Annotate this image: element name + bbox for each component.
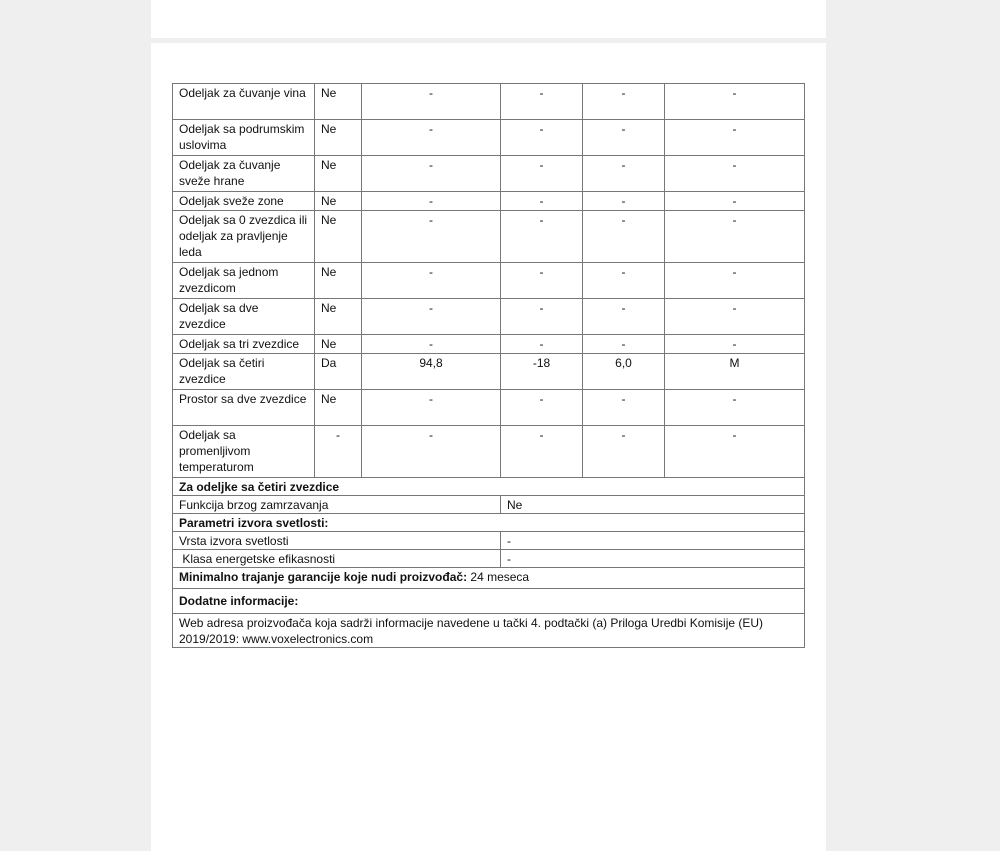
compartment-row — [173, 211, 805, 263]
compartment-row — [173, 192, 805, 211]
compartment-row — [173, 299, 805, 335]
compartment-row — [173, 354, 805, 390]
compartment-name: Odeljak za čuvanje sveže hrane — [173, 156, 315, 192]
compartment-name: Odeljak sa jednom zvezdicom — [173, 263, 315, 299]
compartment-row — [173, 335, 805, 354]
compartment-temperature: - — [501, 192, 583, 211]
four-star-heading: Za odeljke sa četiri zvezdice — [173, 478, 805, 496]
compartment-name: Odeljak sa tri zvezdice — [173, 335, 315, 354]
compartment-name: Odeljak sa četiri zvezdice — [173, 354, 315, 390]
fast-freeze-value: Ne — [501, 496, 805, 514]
light-type-row — [173, 532, 805, 550]
compartment-name: Odeljak sa 0 zvezdica ili odeljak za pravljenje leda — [173, 211, 315, 263]
light-source-heading: Parametri izvora svetlosti: — [173, 514, 805, 532]
additional-info-row — [173, 614, 805, 648]
compartment-temperature: - — [501, 84, 583, 120]
compartment-freezing-capacity: - — [583, 84, 665, 120]
compartment-temperature: -18 — [501, 354, 583, 390]
compartment-volume: - — [362, 84, 501, 120]
compartment-name: Odeljak sa promenljivom temperaturom — [173, 426, 315, 478]
document-page — [151, 43, 826, 851]
compartment-present: Ne — [315, 120, 362, 156]
fast-freeze-label: Funkcija brzog zamrzavanja — [173, 496, 501, 514]
warranty-value: 24 meseca — [470, 570, 530, 584]
compartment-present: Ne — [315, 192, 362, 211]
compartment-row — [173, 120, 805, 156]
warranty-label: Minimalno trajanje garancije koje nudi proizvođač: — [179, 570, 468, 584]
compartment-defrost: - — [665, 299, 805, 335]
compartment-name: Prostor sa dve zvezdice — [173, 390, 315, 426]
compartment-name: Odeljak sveže zone — [173, 192, 315, 211]
compartment-defrost: M — [665, 354, 805, 390]
energy-class-row — [173, 550, 805, 568]
additional-info-text: Web adresa proizvođača koja sadrži informacije navedene u tački 4. podtački (a) Priloga Uredbi Komisije (EU) 2019/2019: www.voxelectronics.com — [173, 614, 805, 648]
warranty-row — [173, 568, 805, 589]
compartment-row — [173, 390, 805, 426]
compartment-present: - — [315, 426, 362, 478]
compartment-present: Ne — [315, 390, 362, 426]
compartment-volume: - — [362, 335, 501, 354]
warranty-cell — [173, 568, 805, 589]
compartment-volume: - — [362, 120, 501, 156]
compartment-temperature: - — [501, 156, 583, 192]
compartment-present: Ne — [315, 156, 362, 192]
compartment-temperature: - — [501, 211, 583, 263]
compartment-name: Odeljak sa dve zvezdice — [173, 299, 315, 335]
compartment-volume: - — [362, 390, 501, 426]
light-type-label: Vrsta izvora svetlosti — [173, 532, 501, 550]
compartment-defrost: - — [665, 263, 805, 299]
energy-class-value: - — [501, 550, 805, 568]
light-source-heading-row — [173, 514, 805, 532]
additional-heading: Dodatne informacije: — [173, 589, 805, 614]
compartment-temperature: - — [501, 335, 583, 354]
compartment-defrost: - — [665, 335, 805, 354]
compartment-present: Ne — [315, 263, 362, 299]
compartment-defrost: - — [665, 390, 805, 426]
compartment-present: Ne — [315, 335, 362, 354]
compartment-row — [173, 84, 805, 120]
compartment-defrost: - — [665, 211, 805, 263]
compartment-defrost: - — [665, 120, 805, 156]
compartment-freezing-capacity: - — [583, 335, 665, 354]
compartment-name: Odeljak za čuvanje vina — [173, 84, 315, 120]
energy-class-label: Klasa energetske efikasnosti — [173, 550, 501, 568]
compartment-row — [173, 156, 805, 192]
compartment-temperature: - — [501, 426, 583, 478]
compartment-row — [173, 426, 805, 478]
compartment-defrost: - — [665, 84, 805, 120]
compartment-freezing-capacity: - — [583, 263, 665, 299]
compartment-present: Da — [315, 354, 362, 390]
compartment-freezing-capacity: - — [583, 390, 665, 426]
compartment-present: Ne — [315, 299, 362, 335]
compartment-present: Ne — [315, 211, 362, 263]
compartment-freezing-capacity: - — [583, 156, 665, 192]
compartment-volume: 94,8 — [362, 354, 501, 390]
compartment-defrost: - — [665, 426, 805, 478]
four-star-heading-row — [173, 478, 805, 496]
compartment-temperature: - — [501, 390, 583, 426]
compartment-row — [173, 263, 805, 299]
compartment-volume: - — [362, 263, 501, 299]
compartment-defrost: - — [665, 156, 805, 192]
compartment-name: Odeljak sa podrumskim uslovima — [173, 120, 315, 156]
compartment-temperature: - — [501, 299, 583, 335]
compartment-present: Ne — [315, 84, 362, 120]
compartment-volume: - — [362, 299, 501, 335]
compartment-temperature: - — [501, 263, 583, 299]
compartment-defrost: - — [665, 192, 805, 211]
compartment-freezing-capacity: - — [583, 192, 665, 211]
compartment-freezing-capacity: - — [583, 426, 665, 478]
compartment-rows — [173, 84, 805, 648]
compartment-freezing-capacity: - — [583, 211, 665, 263]
compartment-volume: - — [362, 192, 501, 211]
compartment-freezing-capacity: 6,0 — [583, 354, 665, 390]
compartment-freezing-capacity: - — [583, 120, 665, 156]
light-type-value: - — [501, 532, 805, 550]
compartment-temperature: - — [501, 120, 583, 156]
compartment-volume: - — [362, 156, 501, 192]
compartment-freezing-capacity: - — [583, 299, 665, 335]
compartment-volume: - — [362, 426, 501, 478]
fast-freeze-row — [173, 496, 805, 514]
compartment-spec-table — [172, 83, 805, 648]
compartment-volume: - — [362, 211, 501, 263]
additional-heading-row — [173, 589, 805, 614]
previous-page-edge — [151, 0, 826, 38]
